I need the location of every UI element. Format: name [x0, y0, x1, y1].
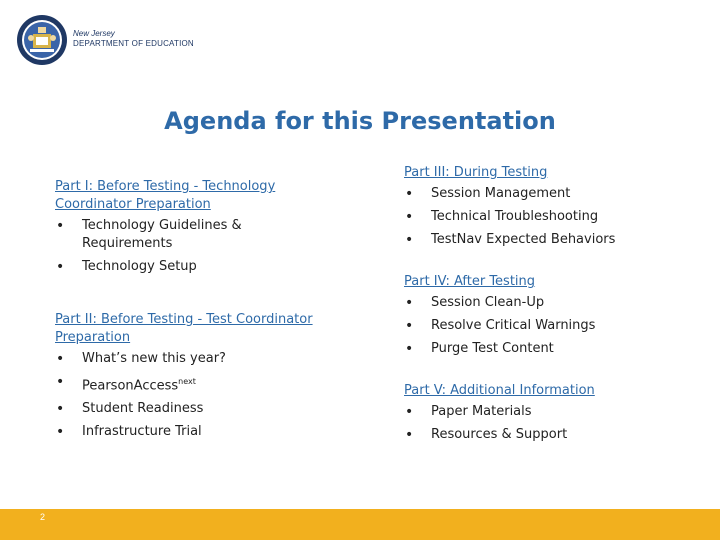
list-item: [404, 294, 694, 312]
nj-seal-icon: [16, 14, 68, 66]
list-item: [404, 340, 694, 358]
part-5-list: [404, 403, 694, 444]
list-item: [404, 185, 694, 203]
list-item: [55, 423, 315, 441]
item-superscript: next: [178, 377, 196, 386]
page-number: 2: [40, 512, 46, 522]
bullet-icon: •: [405, 404, 414, 420]
department-header: [73, 29, 194, 49]
part-1-list: [55, 217, 315, 276]
bullet-icon: •: [56, 374, 65, 390]
part-4-list: [404, 294, 694, 358]
bullet-icon: •: [405, 209, 414, 225]
item-label: PearsonAccess: [82, 378, 179, 394]
part-4-heading-link[interactable]: Part IV: After Testing: [404, 274, 536, 289]
item-label: Student Readiness: [82, 401, 204, 417]
agenda-section-part-4: [404, 273, 694, 358]
item-label: Resources & Support: [431, 427, 568, 442]
agenda-section-part-5: [404, 382, 694, 444]
item-label: Paper Materials: [431, 404, 532, 419]
list-item: [404, 426, 694, 444]
list-item: [55, 258, 315, 276]
item-label: Purge Test Content: [431, 341, 554, 356]
item-label: Technology Guidelines & Requirements: [82, 218, 242, 251]
bullet-icon: •: [405, 232, 414, 248]
page-title: Agenda for this Presentation: [164, 107, 556, 135]
bullet-icon: •: [56, 424, 65, 441]
state-name: New Jersey: [73, 29, 115, 38]
list-item: [55, 373, 315, 395]
part-1-heading-link[interactable]: Part I: Before Testing - Technology Coordinator Preparation: [55, 179, 276, 212]
agenda-section-part-1: [55, 178, 315, 276]
part-5-heading-link[interactable]: Part V: Additional Information: [404, 383, 595, 398]
item-label: What’s new this year?: [82, 351, 226, 366]
bullet-icon: •: [56, 401, 65, 418]
list-item: [55, 350, 315, 368]
list-item: [404, 208, 694, 226]
item-label: Resolve Critical Warnings: [431, 318, 596, 333]
footer-bar: [0, 509, 720, 540]
agenda-right-column: [404, 164, 694, 449]
item-label: Session Management: [431, 186, 571, 201]
list-item: [404, 317, 694, 335]
agenda-left-column: [55, 178, 315, 446]
bullet-icon: •: [405, 341, 414, 357]
bullet-icon: •: [56, 259, 65, 275]
item-label: Technology Setup: [82, 259, 197, 274]
list-item: [404, 403, 694, 421]
list-item: [55, 400, 315, 418]
bullet-icon: •: [56, 218, 65, 234]
part-3-list: [404, 185, 694, 249]
department-name: DEPARTMENT OF EDUCATION: [73, 39, 194, 48]
bullet-icon: •: [405, 318, 414, 334]
list-item: [404, 231, 694, 249]
part-3-heading-link[interactable]: Part III: During Testing: [404, 165, 548, 180]
bullet-icon: •: [405, 186, 414, 202]
bullet-icon: •: [405, 427, 414, 443]
agenda-section-part-3: [404, 164, 694, 249]
part-2-heading-link[interactable]: Part II: Before Testing - Test Coordinator Preparation: [55, 312, 313, 345]
item-label: Infrastructure Trial: [82, 424, 202, 440]
bullet-icon: •: [405, 295, 414, 311]
bullet-icon: •: [56, 351, 65, 367]
item-label: Session Clean-Up: [431, 295, 545, 310]
list-item: [55, 217, 315, 253]
item-label: Technical Troubleshooting: [431, 209, 599, 224]
agenda-section-part-2: [55, 311, 315, 441]
part-2-list: [55, 350, 315, 441]
item-label: TestNav Expected Behaviors: [431, 232, 616, 247]
